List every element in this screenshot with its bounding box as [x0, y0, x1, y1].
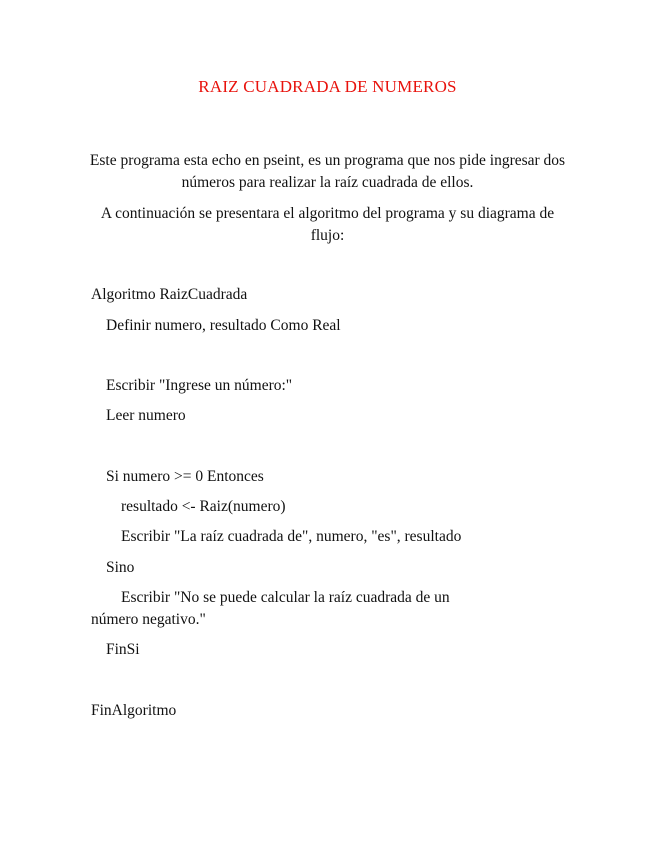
intro-paragraph-2: A continuación se presentara el algoritmo del programa y su diagrama de flujo:	[100, 205, 555, 244]
code-escribir-ingrese: Escribir "Ingrese un número:"	[106, 377, 293, 394]
code-si: Si numero >= 0 Entonces	[106, 468, 264, 485]
document-title: RAIZ CUADRADA DE NUMEROS	[198, 77, 457, 96]
code-escribir-error-line2: número negativo."	[91, 611, 206, 628]
code-escribir-resultado: Escribir "La raíz cuadrada de", numero, "es", resultado	[121, 528, 462, 545]
code-finalgoritmo: FinAlgoritmo	[91, 702, 177, 719]
code-algoritmo: Algoritmo RaizCuadrada	[91, 286, 248, 303]
code-escribir-error-line1: Escribir "No se puede calcular la raíz cuadrada de un	[121, 589, 450, 606]
code-resultado: resultado <- Raiz(numero)	[121, 498, 286, 515]
code-definir: Definir numero, resultado Como Real	[106, 317, 341, 334]
code-leer: Leer numero	[106, 407, 186, 424]
intro-paragraph-1: Este programa esta echo en pseint, es un programa que nos pide ingresar dos números para realizar la raíz cuadrada de ellos.	[89, 152, 566, 191]
code-finsi: FinSi	[106, 641, 140, 658]
code-sino: Sino	[106, 559, 135, 576]
